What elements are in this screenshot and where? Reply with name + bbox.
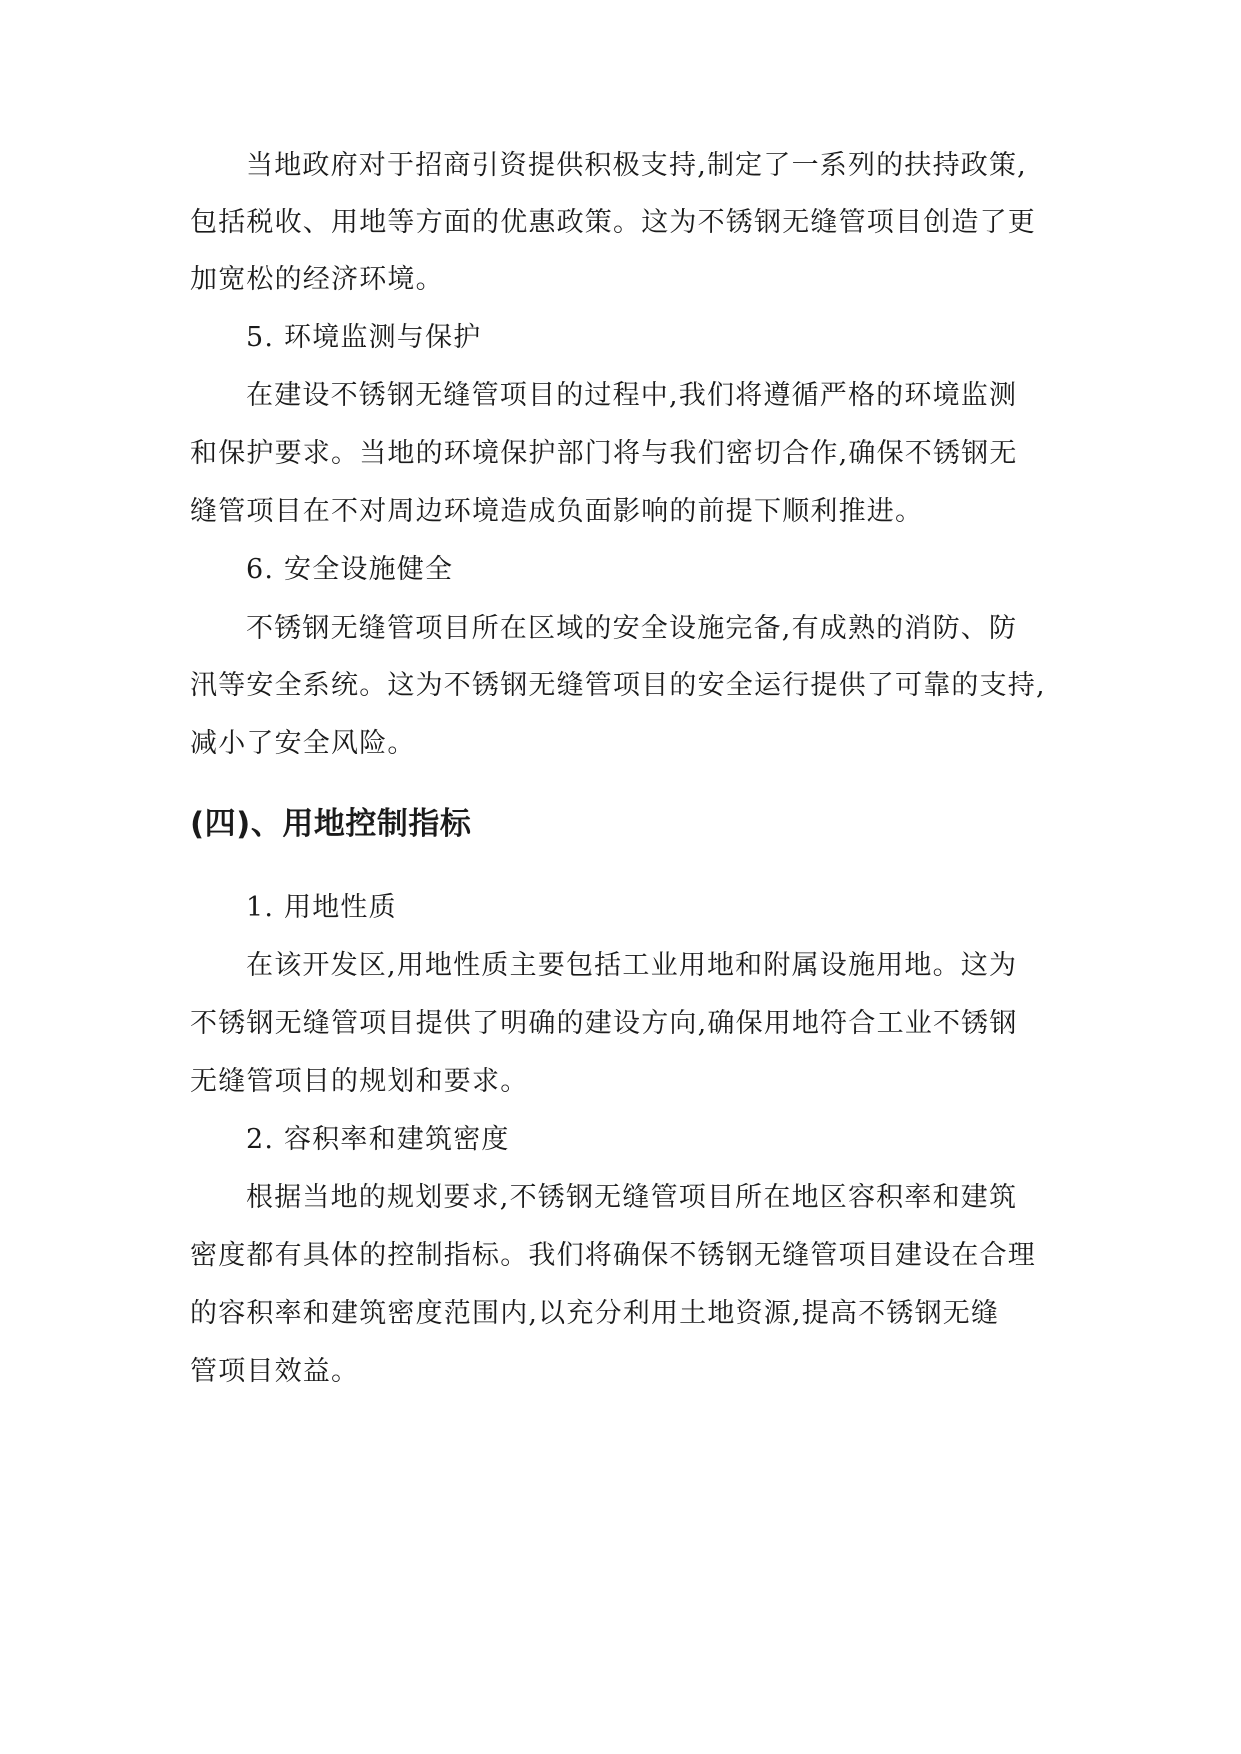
- paragraph-landuse-line-3: 无缝管项目的规划和要求。: [190, 1066, 529, 1097]
- paragraph-density-line-3: 的容积率和建筑密度范围内,以充分利用土地资源,提高不锈钢无缝: [190, 1298, 1000, 1329]
- item-6-heading: [246, 550, 453, 590]
- paragraph-policy-line-2: 包括税收、用地等方面的优惠政策。这为不锈钢无缝管项目创造了更: [190, 207, 1036, 238]
- item-1-number: 1.: [246, 892, 275, 923]
- item-2-heading: [246, 1120, 510, 1160]
- section-heading: (四)、用地控制指标: [190, 806, 472, 842]
- item-1-title: 用地性质: [284, 892, 397, 923]
- paragraph-policy-line-1: 当地政府对于招商引资提供积极支持,制定了一系列的扶持政策,: [246, 150, 1027, 181]
- paragraph-env-line-2: 和保护要求。当地的环境保护部门将与我们密切合作,确保不锈钢无: [190, 438, 1018, 469]
- paragraph-policy-line-3: 加宽松的经济环境。: [190, 264, 444, 295]
- item-2-title: 容积率和建筑密度: [284, 1124, 510, 1155]
- paragraph-density-line-2: 密度都有具体的控制指标。我们将确保不锈钢无缝管项目建设在合理: [190, 1240, 1036, 1271]
- item-1-heading: [246, 888, 397, 928]
- item-5-number: 5.: [246, 322, 275, 353]
- item-5-heading: [246, 318, 481, 358]
- paragraph-density-line-1: 根据当地的规划要求,不锈钢无缝管项目所在地区容积率和建筑: [246, 1182, 1018, 1213]
- paragraph-safety-line-3: 减小了安全风险。: [190, 728, 416, 759]
- item-6-title: 安全设施健全: [284, 554, 454, 585]
- paragraph-env-line-1: 在建设不锈钢无缝管项目的过程中,我们将遵循严格的环境监测: [246, 380, 1018, 411]
- paragraph-safety-line-2: 汛等安全系统。这为不锈钢无缝管项目的安全运行提供了可靠的支持,: [190, 670, 1046, 701]
- paragraph-env-line-3: 缝管项目在不对周边环境造成负面影响的前提下顺利推进。: [190, 496, 924, 527]
- item-6-number: 6.: [246, 554, 275, 585]
- paragraph-landuse-line-1: 在该开发区,用地性质主要包括工业用地和附属设施用地。这为: [246, 950, 1018, 981]
- item-2-number: 2.: [246, 1124, 275, 1155]
- paragraph-density-line-4: 管项目效益。: [190, 1356, 360, 1387]
- item-5-title: 环境监测与保护: [284, 322, 482, 353]
- paragraph-safety-line-1: 不锈钢无缝管项目所在区域的安全设施完备,有成熟的消防、防: [246, 613, 1018, 644]
- paragraph-landuse-line-2: 不锈钢无缝管项目提供了明确的建设方向,确保用地符合工业不锈钢: [190, 1008, 1018, 1039]
